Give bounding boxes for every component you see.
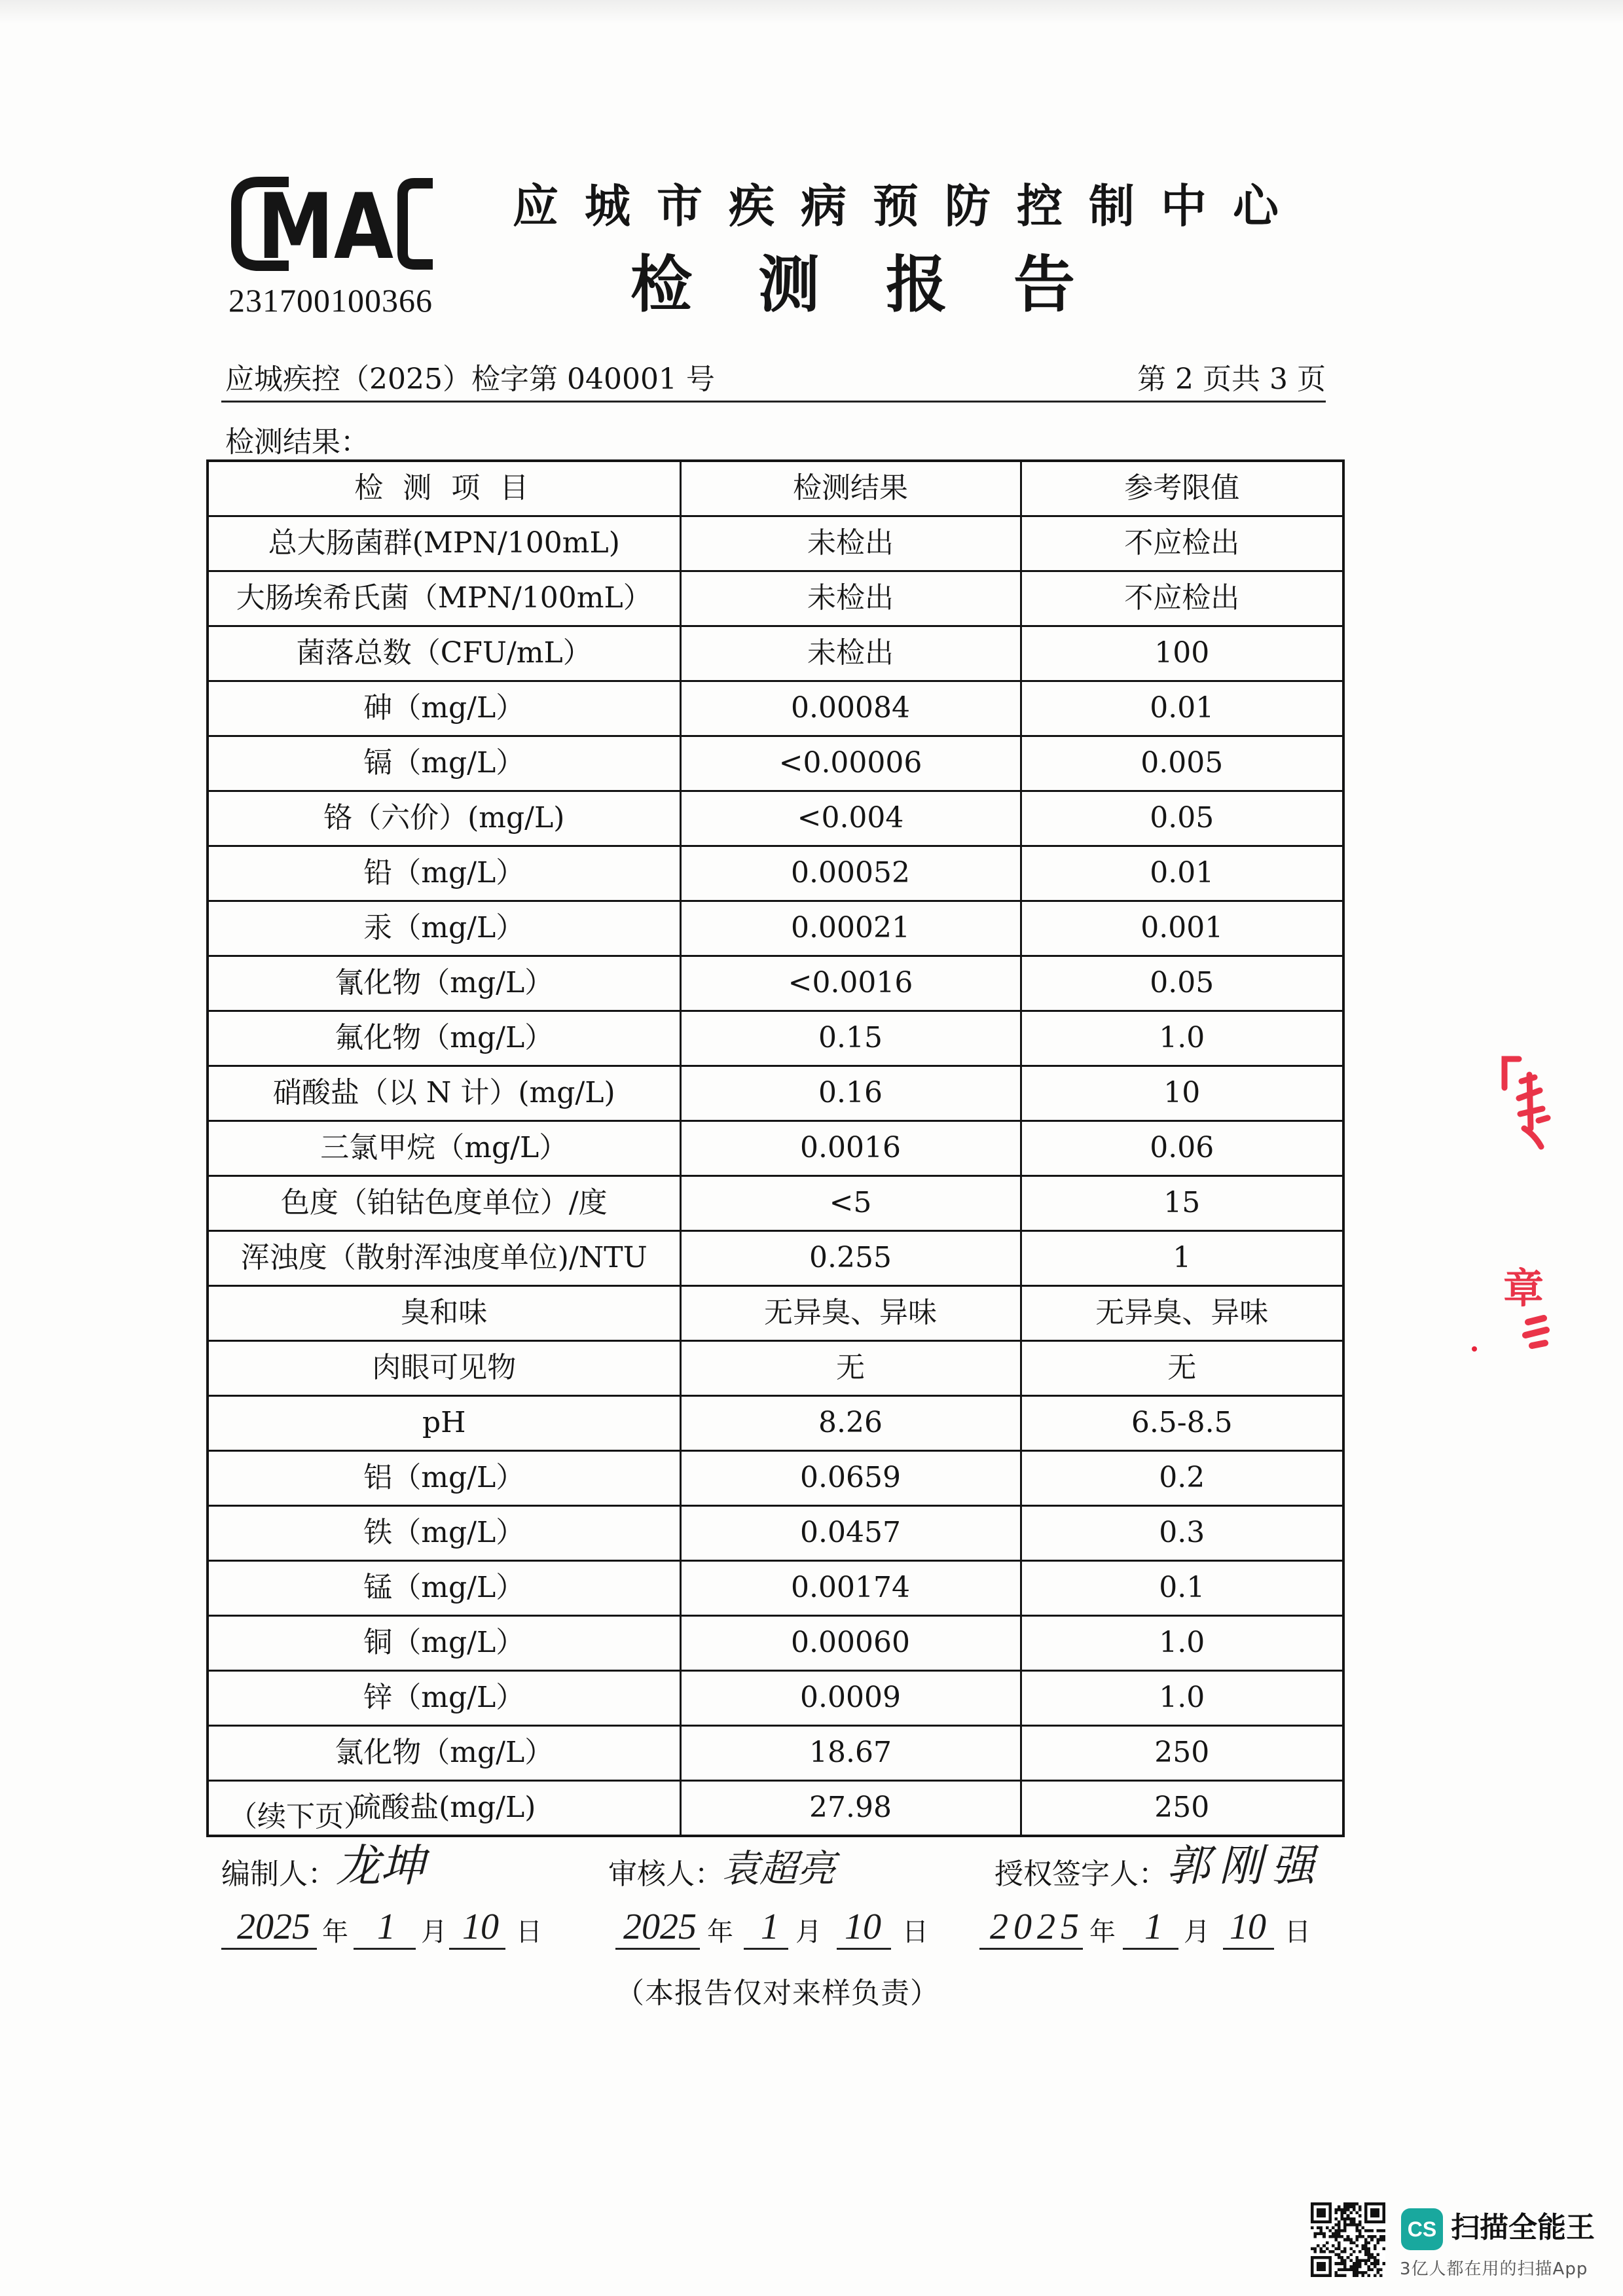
table-cell-limit: 0.05 <box>1021 956 1343 1011</box>
table-cell-result: 未检出 <box>680 516 1021 571</box>
seal-ink-dot <box>1472 1346 1477 1352</box>
table-cell-item: 菌落总数（CFU/mL） <box>208 626 680 681</box>
qr-finder-center <box>1317 2262 1326 2271</box>
cma-logo-right-arc <box>403 183 433 264</box>
table-cell-limit: 1.0 <box>1021 1616 1343 1671</box>
table-cell-result: 18.67 <box>680 1726 1021 1781</box>
table-cell-result: 0.00052 <box>680 846 1021 901</box>
date-year-value: 2025 <box>623 1907 697 1947</box>
camscanner-logo-text: CS <box>1407 2217 1437 2241</box>
camscanner-logo-icon <box>1401 2208 1443 2250</box>
date-month-unit: 月 <box>795 1917 822 1947</box>
table-row <box>208 901 1343 956</box>
disclaimer: （本报告仅对来样负责） <box>615 1977 939 2010</box>
table-cell-result: 0.15 <box>680 1011 1021 1066</box>
table-row <box>208 1726 1343 1781</box>
date-day-value: 10 <box>1230 1907 1266 1947</box>
table-cell-item: 色度（铂钴色度单位）/度 <box>208 1176 680 1231</box>
seal-lower-strokes <box>1525 1318 1546 1346</box>
date-month-underline <box>354 1948 416 1950</box>
table-header-result: 检测结果 <box>680 461 1021 516</box>
page-indicator: 第 2 页共 3 页 <box>1137 363 1326 396</box>
seal-fragment <box>1467 1047 1558 1361</box>
table-cell-limit: 0.01 <box>1021 681 1343 736</box>
table-cell-limit: 10 <box>1021 1066 1343 1121</box>
table-row <box>208 956 1343 1011</box>
table-cell-result: 未检出 <box>680 571 1021 626</box>
table-cell-item: 铝（mg/L） <box>208 1451 680 1506</box>
table-cell-item: 铬（六价）(mg/L) <box>208 791 680 846</box>
scan-shadow-top <box>0 0 1623 24</box>
table-cell-limit: 不应检出 <box>1021 571 1343 626</box>
table-cell-limit: 无异臭、异味 <box>1021 1286 1343 1341</box>
seal-bracket-stroke <box>1504 1059 1519 1088</box>
table-cell-result: <0.004 <box>680 791 1021 846</box>
table-cell-limit: 1.0 <box>1021 1671 1343 1726</box>
table-row <box>208 1561 1343 1616</box>
table-row <box>208 1066 1343 1121</box>
approver-signature: 郭刚强 <box>1167 1840 1324 1891</box>
table-cell-item: 镉（mg/L） <box>208 736 680 791</box>
table-row <box>208 681 1343 736</box>
table-cell-item: 锰（mg/L） <box>208 1561 680 1616</box>
table-cell-item: 大肠埃希氏菌（MPN/100mL） <box>208 571 680 626</box>
qr-finder-top-left <box>1311 2202 1332 2223</box>
table-cell-item: 肉眼可见物 <box>208 1341 680 1396</box>
cma-certificate-number: 231700100366 <box>228 282 433 319</box>
table-cell-limit: 0.001 <box>1021 901 1343 956</box>
table-cell-result: <0.00006 <box>680 736 1021 791</box>
table-cell-result: <0.0016 <box>680 956 1021 1011</box>
table-cell-result: 0.00084 <box>680 681 1021 736</box>
date-day-underline <box>1223 1948 1274 1950</box>
table-row <box>208 626 1343 681</box>
seal-upper-strokes <box>1504 1059 1548 1147</box>
table-header-item: 检 测 项 目 <box>208 461 680 516</box>
results-table-body <box>208 516 1343 1837</box>
date-month-value: 1 <box>1144 1907 1163 1947</box>
date-day-unit: 日 <box>516 1917 542 1947</box>
camscanner-tagline: 3亿人都在用的扫描App <box>1400 2259 1588 2279</box>
table-cell-limit: 0.1 <box>1021 1561 1343 1616</box>
qr-finder-center <box>1370 2208 1379 2217</box>
seal-text: 章 <box>1503 1265 1544 1312</box>
table-cell-limit: 0.01 <box>1021 846 1343 901</box>
report-title: 检测报告 <box>630 249 1142 321</box>
date-year-unit: 年 <box>707 1917 733 1947</box>
table-row <box>208 1341 1343 1396</box>
qr-finder-bottom-left <box>1311 2256 1332 2277</box>
date-year-underline <box>615 1948 700 1950</box>
table-cell-item: 硝酸盐（以 N 计）(mg/L) <box>208 1066 680 1121</box>
table-row <box>208 1286 1343 1341</box>
table-cell-limit: 6.5-8.5 <box>1021 1396 1343 1451</box>
table-cell-item: 铁（mg/L） <box>208 1506 680 1561</box>
reviewer-label: 审核人： <box>608 1857 723 1891</box>
report-number: 应城疾控（2025）检字第 040001 号 <box>225 363 715 396</box>
table-cell-result: 0.0009 <box>680 1671 1021 1726</box>
header-divider <box>221 401 1326 403</box>
table-cell-limit: 250 <box>1021 1781 1343 1837</box>
table-header-limit: 参考限值 <box>1021 461 1343 516</box>
date-month-underline <box>744 1948 788 1950</box>
qr-finder-top-right <box>1364 2202 1385 2223</box>
date-year-underline <box>221 1948 317 1950</box>
table-header-row <box>208 461 1343 516</box>
table-cell-item: 氰化物（mg/L） <box>208 956 680 1011</box>
table-row <box>208 1121 1343 1176</box>
table-cell-item: 氯化物（mg/L） <box>208 1726 680 1781</box>
date-month-unit: 月 <box>421 1917 447 1947</box>
table-cell-item: 锌（mg/L） <box>208 1671 680 1726</box>
table-row <box>208 1011 1343 1066</box>
table-cell-limit: 无 <box>1021 1341 1343 1396</box>
table-cell-result: 无异臭、异味 <box>680 1286 1021 1341</box>
seal-glyph-stroke <box>1519 1075 1548 1147</box>
table-cell-result: 0.255 <box>680 1231 1021 1286</box>
table-cell-result: 0.16 <box>680 1066 1021 1121</box>
table-row <box>208 846 1343 901</box>
table-cell-result: 0.0659 <box>680 1451 1021 1506</box>
date-month-value: 1 <box>761 1907 779 1947</box>
table-cell-item: 三氯甲烷（mg/L） <box>208 1121 680 1176</box>
table-cell-limit: 100 <box>1021 626 1343 681</box>
table-cell-limit: 0.005 <box>1021 736 1343 791</box>
table-row <box>208 1506 1343 1561</box>
date-year-unit: 年 <box>322 1917 348 1947</box>
date-year-underline <box>979 1948 1083 1950</box>
date-month-underline <box>1123 1948 1178 1950</box>
table-cell-result: 0.0457 <box>680 1506 1021 1561</box>
table-cell-result: 0.00060 <box>680 1616 1021 1671</box>
organization-name: 应城市疾病预防控制中心 <box>513 179 1305 233</box>
table-cell-result: 0.00174 <box>680 1561 1021 1616</box>
date-year-value: 2025 <box>237 1907 310 1947</box>
table-row <box>208 1781 1343 1837</box>
date-day-unit: 日 <box>1285 1917 1311 1947</box>
section-label: 检测结果： <box>225 425 369 459</box>
camscanner-app-name: 扫描全能王 <box>1451 2211 1595 2244</box>
cma-logo-letters: MA <box>257 174 394 274</box>
cma-logo <box>228 174 437 274</box>
table-cell-item: 铅（mg/L） <box>208 846 680 901</box>
table-cell-result: 8.26 <box>680 1396 1021 1451</box>
date-day-value: 10 <box>845 1907 881 1947</box>
table-cell-result: 0.00021 <box>680 901 1021 956</box>
table-cell-limit: 0.05 <box>1021 791 1343 846</box>
table-cell-limit: 1.0 <box>1021 1011 1343 1066</box>
table-cell-limit: 1 <box>1021 1231 1343 1286</box>
date-day-underline <box>449 1948 505 1950</box>
table-cell-item: 铜（mg/L） <box>208 1616 680 1671</box>
table-cell-item: 浑浊度（散射浑浊度单位)/NTU <box>208 1231 680 1286</box>
seal-lower-stroke <box>1525 1318 1546 1346</box>
table-row <box>208 1396 1343 1451</box>
table-row <box>208 1451 1343 1506</box>
table-row <box>208 1616 1343 1671</box>
reviewer-signature: 袁超亮 <box>721 1846 836 1891</box>
table-row <box>208 571 1343 626</box>
table-cell-result: <5 <box>680 1176 1021 1231</box>
qr-code <box>1311 2202 1385 2277</box>
table-cell-result: 0.0016 <box>680 1121 1021 1176</box>
table-cell-result: 未检出 <box>680 626 1021 681</box>
table-cell-limit: 0.2 <box>1021 1451 1343 1506</box>
table-cell-limit: 0.06 <box>1021 1121 1343 1176</box>
date-year-unit: 年 <box>1089 1917 1116 1947</box>
date-day-value: 10 <box>462 1907 499 1947</box>
table-cell-limit: 不应检出 <box>1021 516 1343 571</box>
date-month-value: 1 <box>377 1907 395 1947</box>
date-month-unit: 月 <box>1184 1917 1210 1947</box>
date-day-underline <box>837 1948 891 1950</box>
table-cell-result: 27.98 <box>680 1781 1021 1837</box>
table-cell-item: 臭和味 <box>208 1286 680 1341</box>
table-cell-item: 硫酸盐(mg/L) <box>208 1781 680 1837</box>
compiler-signature: 龙坤 <box>336 1840 426 1892</box>
table-cell-limit: 0.3 <box>1021 1506 1343 1561</box>
table-cell-item: 总大肠菌群(MPN/100mL) <box>208 516 680 571</box>
continued-note: （续下页） <box>228 1800 373 1833</box>
table-cell-item: 氟化物（mg/L） <box>208 1011 680 1066</box>
table-cell-item: pH <box>208 1396 680 1451</box>
table-cell-item: 汞（mg/L） <box>208 901 680 956</box>
table-cell-item: 砷（mg/L） <box>208 681 680 736</box>
table-row <box>208 736 1343 791</box>
table-cell-result: 无 <box>680 1341 1021 1396</box>
date-day-unit: 日 <box>902 1917 928 1947</box>
results-table <box>206 459 1345 1837</box>
compiler-label: 编制人： <box>221 1857 337 1891</box>
table-row <box>208 1231 1343 1286</box>
qr-finder-center <box>1317 2208 1326 2217</box>
table-row <box>208 1671 1343 1726</box>
date-year-value: 2025 <box>990 1907 1084 1947</box>
table-row <box>208 791 1343 846</box>
table-row <box>208 1176 1343 1231</box>
table-row <box>208 516 1343 571</box>
table-cell-limit: 15 <box>1021 1176 1343 1231</box>
results-table-head <box>208 461 1343 516</box>
table-cell-limit: 250 <box>1021 1726 1343 1781</box>
approver-label: 授权签字人： <box>994 1857 1167 1891</box>
